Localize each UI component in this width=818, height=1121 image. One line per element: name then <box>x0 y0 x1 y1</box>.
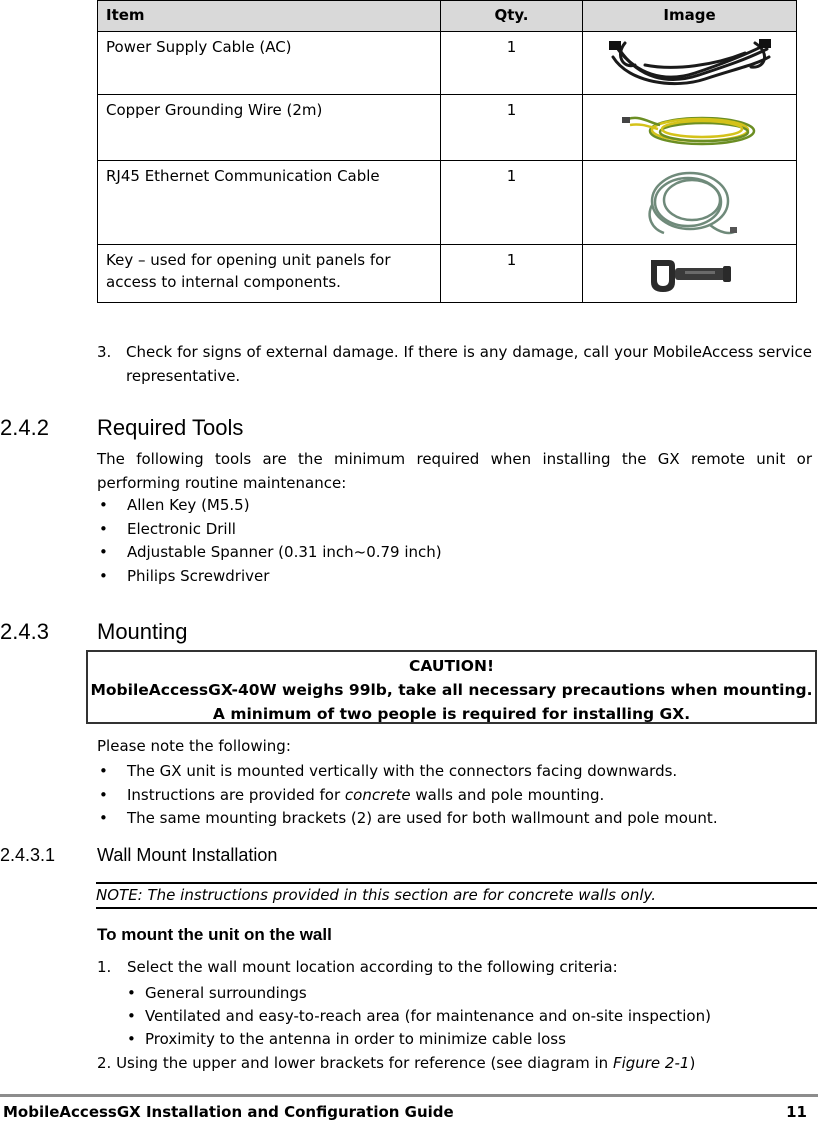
procedure-title: To mount the unit on the wall <box>97 925 332 944</box>
item-name: Power Supply Cable (AC) <box>98 32 441 95</box>
step-text: Check for signs of external damage. If there is any damage, call your MobileAccess service representative. <box>126 343 812 385</box>
criteria-list <box>127 982 807 1051</box>
emphasis-concrete: concrete <box>344 785 411 804</box>
tools-intro: The following tools are the minimum required when installing the GX remote unit or performing routine maintenance: <box>97 450 812 492</box>
figure-reference: Figure 2-1 <box>612 1054 690 1072</box>
mounting-notes-list <box>97 760 812 831</box>
item-qty: 1 <box>441 245 583 303</box>
item-name: Copper Grounding Wire (2m) <box>98 95 441 161</box>
column-header-image: Image <box>583 1 797 32</box>
footer-rule <box>0 1094 818 1097</box>
item-qty: 1 <box>441 161 583 245</box>
caution-title: CAUTION! <box>408 657 495 675</box>
list-item: • Adjustable Spanner (0.31 inch~0.79 inch) <box>99 543 442 561</box>
section-title-required-tools: Required Tools <box>97 415 244 440</box>
step-3 <box>97 340 812 388</box>
panel-key-photo-icon <box>645 252 735 296</box>
item-qty: 1 <box>441 95 583 161</box>
power-cable-photo-icon <box>605 35 775 91</box>
tools-list <box>97 494 797 588</box>
item-name: RJ45 Ethernet Communication Cable <box>98 161 441 245</box>
section-title-wall-mount: Wall Mount Installation <box>97 845 278 865</box>
caution-box <box>86 650 817 724</box>
column-header-qty: Qty. <box>441 1 583 32</box>
list-item: • The GX unit is mounted vertically with the connectors facing downwards. <box>99 762 678 780</box>
table-row <box>98 95 797 161</box>
section-number-2-4-3-1: 2.4.3.1 <box>0 845 56 865</box>
grounding-wire-photo-icon <box>620 105 760 151</box>
list-item: • Allen Key (M5.5) <box>99 496 250 514</box>
wall-step-2: 2. Using the upper and lower brackets for reference (see diagram in Figure 2-1) <box>97 1054 696 1072</box>
list-item: • Instructions are provided for concrete walls and pole mounting. <box>99 785 605 804</box>
list-item: • The same mounting brackets (2) are used for both wallmount and pole mount. <box>99 809 718 827</box>
table-row <box>98 32 797 95</box>
item-image <box>583 245 797 303</box>
column-header-item: Item <box>98 1 441 32</box>
ethernet-cable-photo-icon <box>640 165 740 241</box>
list-item: • Proximity to the antenna in order to minimize cable loss <box>127 1030 566 1048</box>
item-image <box>583 95 797 161</box>
table-row <box>98 161 797 245</box>
parts-table <box>97 0 797 303</box>
item-image <box>583 161 797 245</box>
list-item: • General surroundings <box>127 984 307 1002</box>
item-name: Key – used for opening unit panels for access to internal components. <box>98 245 441 303</box>
list-item: • Ventilated and easy-to-reach area (for maintenance and on-site inspection) <box>127 1007 711 1025</box>
page-number: 11 <box>786 1103 807 1121</box>
step-number: 1. <box>97 958 112 976</box>
item-qty: 1 <box>441 32 583 95</box>
note-box: NOTE: The instructions provided in this section are for concrete walls only. <box>96 882 817 909</box>
caution-text: MobileAccessGX-40W weighs 99lb, take all necessary precautions when mounting. A minimum of two people is required for installing GX. <box>90 681 813 723</box>
item-image <box>583 32 797 95</box>
wall-step-1 <box>97 955 812 979</box>
note-intro: Please note the following: <box>97 737 291 755</box>
list-item: • Philips Screwdriver <box>99 566 270 585</box>
step-number: 3. <box>97 343 112 361</box>
section-number-2-4-3: 2.4.3 <box>0 619 49 644</box>
section-title-mounting: Mounting <box>97 619 188 644</box>
step-text: Select the wall mount location according to the following criteria: <box>127 958 618 976</box>
table-row <box>98 245 797 303</box>
footer-title: MobileAccessGX Installation and Configuration Guide <box>3 1103 454 1121</box>
list-item: • Electronic Drill <box>99 519 236 538</box>
section-number-2-4-2: 2.4.2 <box>0 415 49 440</box>
table-header-row <box>98 1 797 32</box>
